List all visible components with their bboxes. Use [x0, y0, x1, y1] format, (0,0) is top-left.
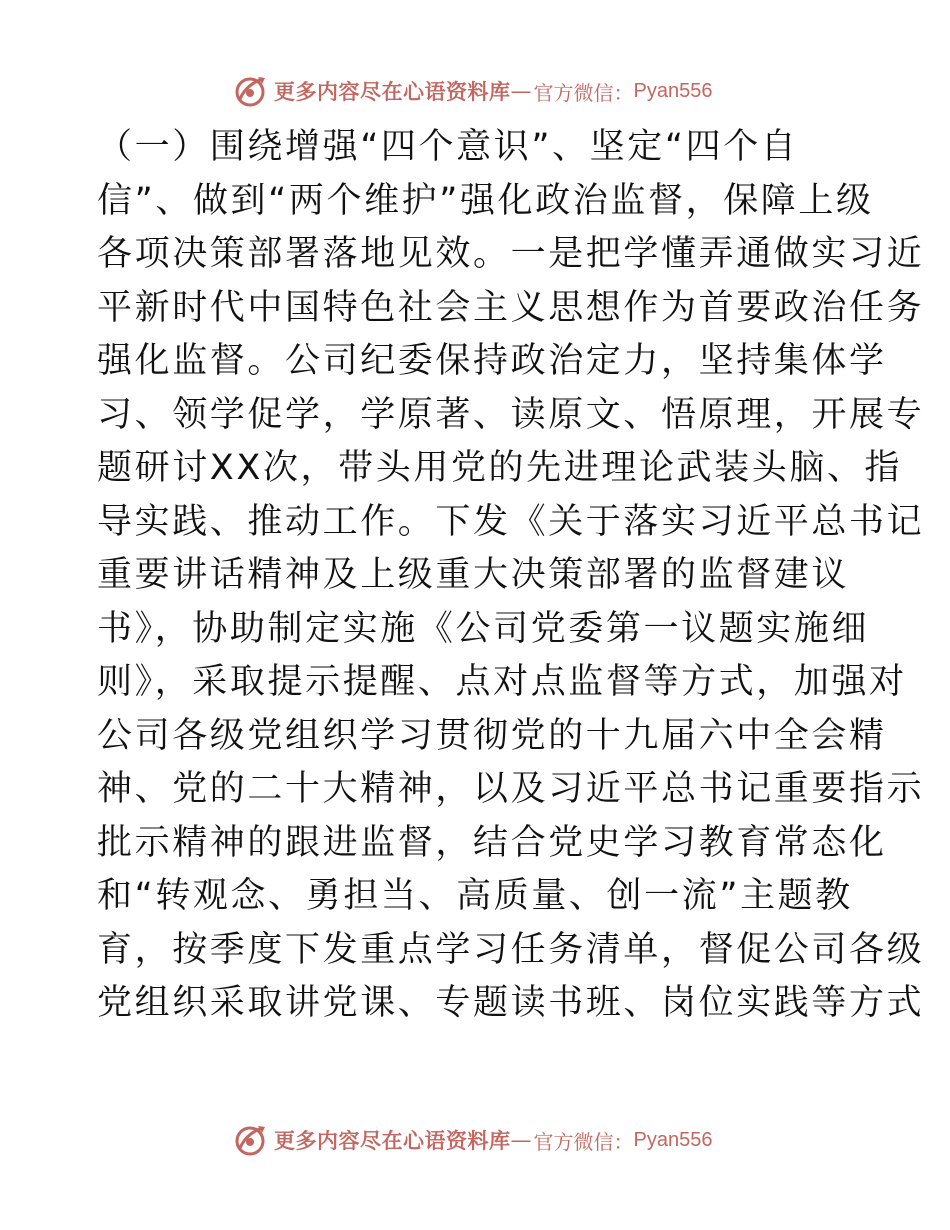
logo-icon — [232, 1122, 268, 1158]
body-line: 和“转观念、勇担当、高质量、创一流”主题教 — [97, 876, 853, 916]
watermark-promo-text: 更多内容尽在心语资料库 — [274, 79, 511, 104]
logo-icon — [232, 73, 268, 109]
body-paragraph — [97, 121, 925, 1031]
body-line: 各项决策部署落地见效。一是把学懂弄通做实习近 — [97, 234, 925, 274]
body-line: 平新时代中国特色社会主义思想作为首要政治任务 — [97, 287, 925, 328]
watermark-separator: — — [510, 1128, 532, 1152]
body-line: 则》，采取提示提醒、点对点监督等方式，加强对 — [97, 662, 907, 702]
watermark-banner-bottom — [232, 1120, 712, 1160]
body-line: 导实践、推动工作。下发《关于落实习近平总书记 — [97, 501, 925, 542]
body-line: 神、党的二十大精神，以及习近平总书记重要指示 — [97, 769, 925, 809]
watermark-separator: — — [510, 79, 532, 103]
body-line: 党组织采取讲党课、专题读书班、岗位实践等方式 — [97, 983, 925, 1023]
watermark-wechat-id: Pyan556 — [633, 79, 713, 102]
body-line: 批示精神的跟进监督，结合党史学习教育常态化 — [97, 822, 887, 863]
watermark-wechat-label: 官方微信： — [533, 1129, 634, 1154]
watermark-wechat-id: Pyan556 — [633, 1128, 713, 1151]
body-line: 强化监督。公司纪委保持政治定力，坚持集体学 — [97, 341, 887, 381]
body-line: 重要讲话精神及上级重大决策部署的监督建议 — [97, 555, 850, 595]
watermark-banner-top — [232, 71, 712, 111]
body-line: 习、领学促学，学原著、读原文、悟原理，开展专 — [97, 394, 925, 435]
body-line: 育，按季度下发重点学习任务清单，督促公司各级 — [97, 929, 925, 970]
body-line: （一）围绕增强“四个意识”、坚定“四个自 — [97, 127, 799, 167]
body-line: 题研讨XX次，带头用党的先进理论武装头脑、指 — [97, 448, 903, 488]
body-line: 书》，协助制定实施《公司党委第一议题实施细 — [97, 608, 870, 649]
watermark-wechat-label: 官方微信： — [533, 80, 634, 105]
watermark-promo-text: 更多内容尽在心语资料库 — [274, 1128, 511, 1153]
body-line: 信”、做到“两个维护”强化政治监督，保障上级 — [97, 180, 874, 221]
body-line: 公司各级党组织学习贯彻党的十九届六中全会精 — [97, 715, 887, 756]
